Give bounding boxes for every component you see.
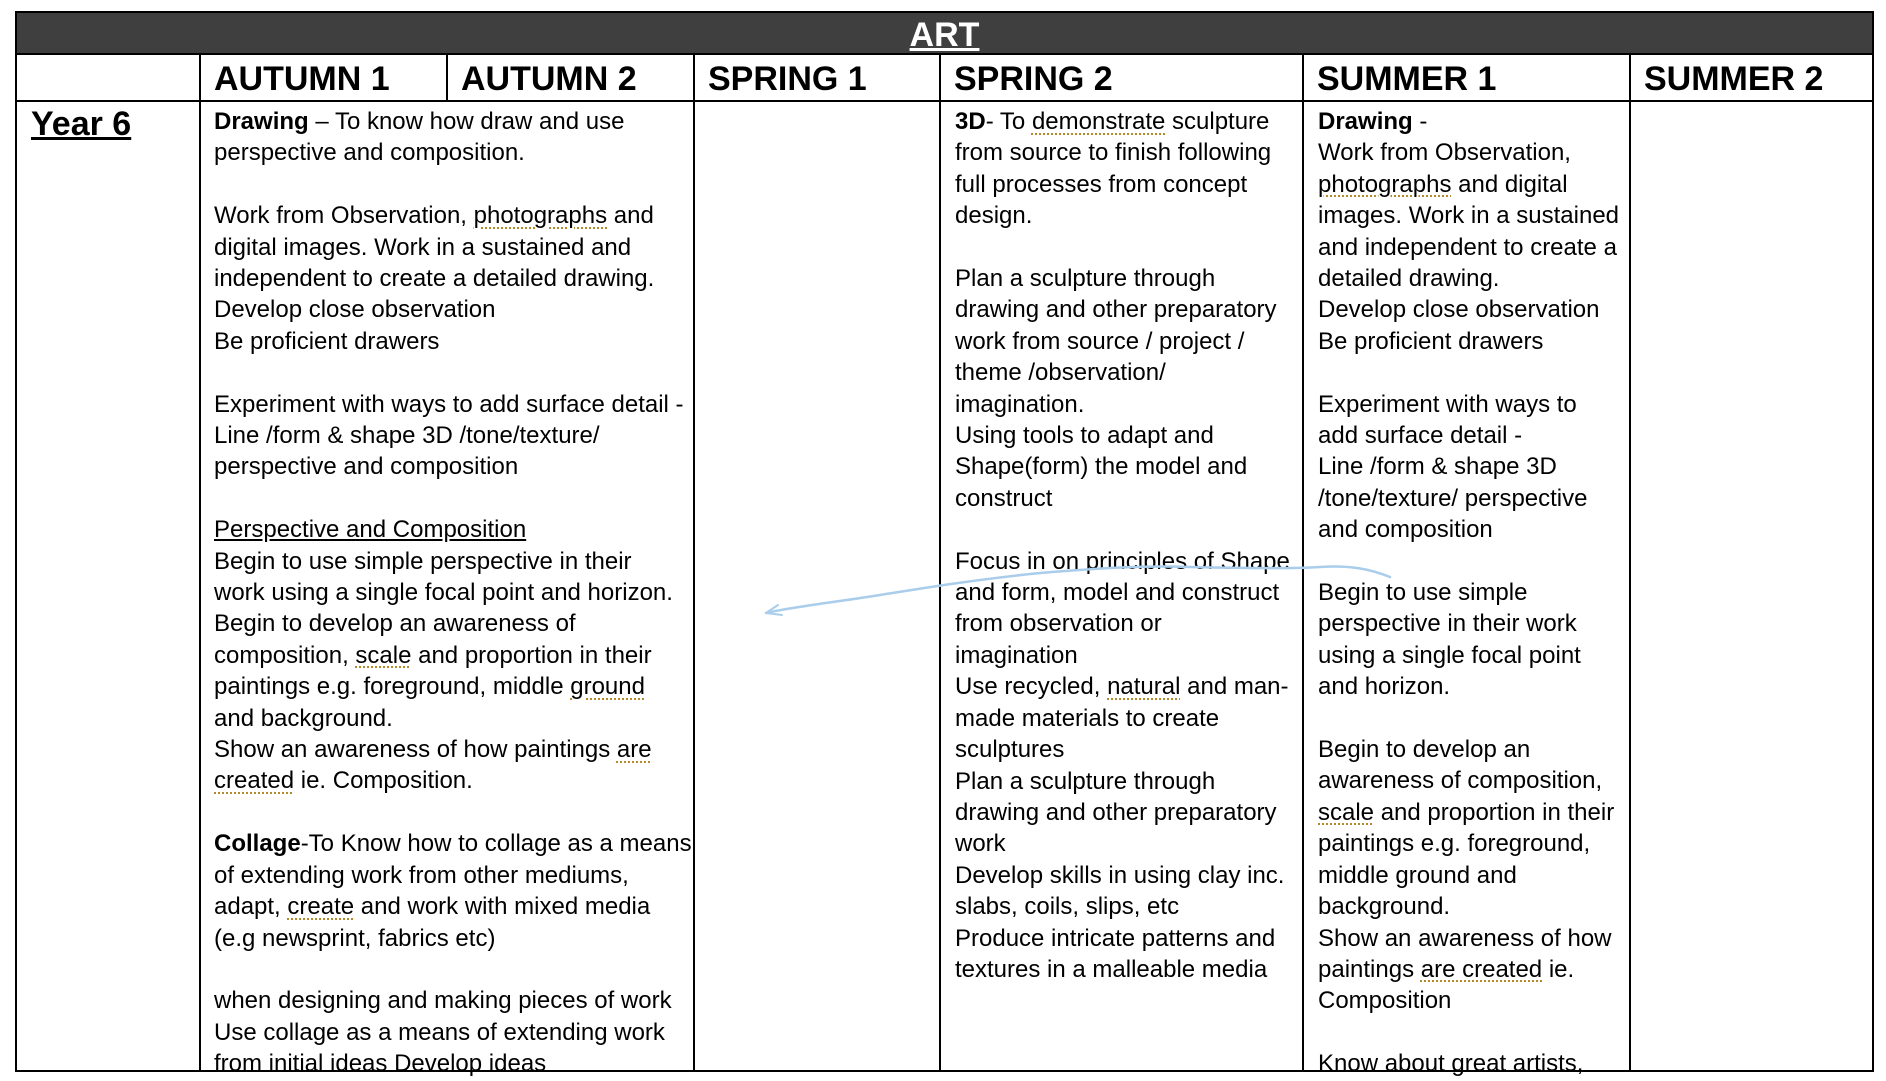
text-line: middle ground and	[1318, 861, 1517, 889]
spring-2-content	[955, 106, 1290, 985]
text-line: adapt, create and work with mixed media	[214, 893, 651, 921]
text-line: Work from Observation, photographs and	[214, 202, 654, 230]
text-line: work	[955, 830, 1006, 858]
text-line: add surface detail -	[1318, 422, 1523, 450]
text-line: composition, scale and proportion in their	[214, 641, 652, 669]
year-label: Year 6	[31, 105, 132, 143]
text-line: Begin to use simple perspective in their	[214, 547, 632, 575]
text-line: 3D- To demonstrate sculpture	[955, 108, 1270, 135]
text-line: Develop close observation	[1318, 296, 1600, 324]
section-heading: Perspective and Composition	[214, 516, 527, 544]
text-line: Work from Observation,	[1318, 139, 1571, 167]
text-line: from source to finish following	[955, 139, 1272, 167]
text-line: Composition	[1318, 987, 1452, 1015]
text-line: using a single focal point	[1318, 641, 1581, 669]
text-line: detailed drawing.	[1318, 265, 1500, 293]
grid-line	[446, 55, 448, 102]
text-line: Use recycled, natural and man-	[955, 673, 1289, 701]
text-line: full processes from concept	[955, 170, 1248, 198]
text-line: Plan a sculpture through	[955, 265, 1216, 293]
text-line: created ie. Composition.	[214, 767, 473, 795]
text-line: work from source / project /	[955, 327, 1245, 355]
text-line: textures in a malleable media	[955, 955, 1268, 983]
header-autumn-2: AUTUMN 2	[461, 60, 637, 98]
text-line: digital images. Work in a sustained and	[214, 233, 632, 261]
text-line: scale and proportion in their	[1318, 798, 1615, 826]
text-line: sculptures	[955, 736, 1065, 764]
text-line: /tone/texture/ perspective	[1318, 484, 1588, 512]
text-line: and horizon.	[1318, 673, 1451, 701]
text-line: perspective and composition.	[214, 139, 525, 167]
text-line: drawing and other preparatory	[955, 296, 1277, 324]
text-line: construct	[955, 484, 1053, 512]
text-line: when designing and making pieces of work	[214, 987, 672, 1015]
text-line: Using tools to adapt and	[955, 422, 1214, 450]
grid-line	[1629, 55, 1631, 1072]
text-line: (e.g newsprint, fabrics etc)	[214, 924, 496, 952]
text-line: and background.	[214, 704, 393, 732]
text-line: Be proficient drawers	[1318, 327, 1544, 355]
header-summer-1: SUMMER 1	[1317, 60, 1497, 98]
header-autumn-1: AUTUMN 1	[214, 60, 390, 98]
grid-line	[693, 55, 695, 1072]
text-line: Show an awareness of how	[1318, 924, 1612, 952]
text-line: Line /form & shape 3D	[1318, 453, 1557, 481]
text-line: and form, model and construct	[955, 579, 1280, 607]
text-line: Line /form & shape 3D /tone/texture/	[214, 422, 600, 450]
text-line: and independent to create a	[1318, 233, 1617, 261]
text-line: Show an awareness of how paintings are	[214, 736, 652, 764]
text-line: Produce intricate patterns and	[955, 924, 1276, 952]
text-line: photographs and digital	[1318, 170, 1568, 198]
text-line: Know about great artists,	[1318, 1050, 1584, 1078]
text-line: of extending work from other mediums,	[214, 861, 629, 889]
header-spring-2: SPRING 2	[954, 60, 1113, 98]
text-line: theme /observation/	[955, 359, 1166, 387]
text-line: perspective and composition	[214, 453, 519, 481]
text-line: Be proficient drawers	[214, 327, 440, 355]
text-line: Begin to develop an	[1318, 736, 1531, 764]
text-line: slabs, coils, slips, etc	[955, 893, 1180, 921]
text-line: perspective in their work	[1318, 610, 1577, 638]
text-line: Develop close observation	[214, 296, 496, 324]
pen-stroke-annotation	[760, 555, 1400, 625]
text-line: Plan a sculpture through	[955, 767, 1216, 795]
text-line: design.	[955, 202, 1033, 230]
text-line: Collage-To Know how to collage as a means	[214, 830, 692, 858]
text-line: Use collage as a means of extending work	[214, 1018, 665, 1046]
text-line: paintings e.g. foreground, middle ground	[214, 673, 645, 701]
text-line: Drawing – To know how draw and use	[214, 108, 625, 135]
text-line: awareness of composition,	[1318, 767, 1603, 795]
text-line: images. Work in a sustained	[1318, 202, 1620, 230]
text-line: paintings e.g. foreground,	[1318, 830, 1591, 858]
text-line: work using a single focal point and horizon.	[214, 579, 673, 607]
grid-line	[15, 11, 17, 1072]
header-spring-1: SPRING 1	[708, 60, 867, 98]
text-line: Drawing -	[1318, 108, 1428, 135]
text-line: Begin to develop an awareness of	[214, 610, 576, 638]
text-line: made materials to create	[955, 704, 1220, 732]
text-line: independent to create a detailed drawing.	[214, 265, 655, 293]
grid-line	[1872, 11, 1874, 1072]
text-line: Begin to use simple	[1318, 579, 1528, 607]
text-line: background.	[1318, 893, 1451, 921]
text-line: and composition	[1318, 516, 1493, 544]
text-line: imagination	[955, 641, 1078, 669]
text-line: from initial ideas Develop ideas	[214, 1050, 547, 1078]
grid-line	[15, 100, 1874, 102]
autumn-content	[214, 106, 692, 1080]
grid-line	[199, 55, 201, 1072]
text-line: Experiment with ways to	[1318, 390, 1577, 418]
text-line: drawing and other preparatory	[955, 798, 1277, 826]
text-line: paintings are created ie.	[1318, 955, 1575, 983]
text-line: Shape(form) the model and	[955, 453, 1248, 481]
header-summer-2: SUMMER 2	[1644, 60, 1824, 98]
table-title: ART	[909, 16, 980, 54]
text-line: imagination.	[955, 390, 1085, 418]
title-bar	[15, 11, 1874, 55]
text-line: from observation or	[955, 610, 1162, 638]
text-line: Focus in on principles of Shape	[955, 547, 1290, 575]
text-line: Experiment with ways to add surface detail -	[214, 390, 684, 418]
text-line: Develop skills in using clay inc.	[955, 861, 1285, 889]
